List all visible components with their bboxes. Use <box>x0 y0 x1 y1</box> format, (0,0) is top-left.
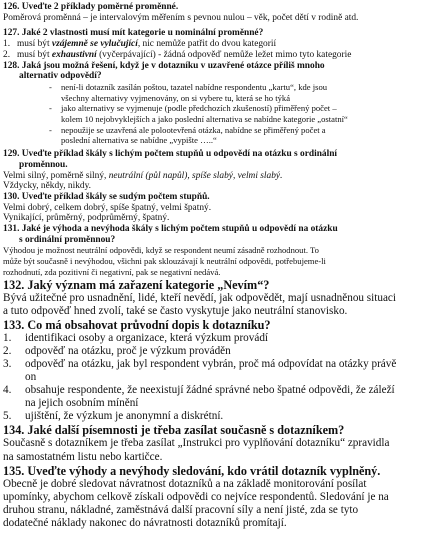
question-133-item: 3. odpověď na otázku, jak byl respondent vybrán, proč má odpovídat na otázky právě <box>3 357 397 370</box>
question-135-answer: upomínky, abychom celkově získali odpovědi co nejvíce respondentů. Sledování je na <box>3 490 389 503</box>
question-131-heading: 131. Jaké je výhoda a nevýhoda škály s lichým počtem stupňů u odpovědí na otázku <box>3 224 338 235</box>
question-127-item-2: 2. musí být exhaustivní (vyčerpávající) - žádná odpověď nemůže ležet mimo tyto kategorie <box>3 49 352 60</box>
question-129-answer-2: Vždycky, někdy, nikdy. <box>3 181 91 192</box>
question-128-line: - jako alternativy se vyjmenuje (podle předchozích zkušeností) přiměřený počet – <box>49 103 337 114</box>
question-134-heading: 134. Jaké další písemnosti je třeba zasílat současně s dotazníkem? <box>3 423 345 438</box>
question-128-line: - není-li dotazník zasílán poštou, tazatel nabídne respondentu „kartu“, kde jsou <box>49 81 328 92</box>
question-129-heading: 129. Uveďte příklad škály s lichým počtem stupňů u odpovědí na otázku s ordinální <box>3 149 338 160</box>
question-128-line: poslední alternativa se nabídne „vypište …..“ <box>61 135 217 146</box>
question-128-heading: 128. Jaká jsou možná řešení, když je v dotazníku v uzavřené otázce příliš mnoho <box>3 60 325 71</box>
question-128-line: kolem 10 nejobvyklejších a jako poslední alternativa se nabídne kategorie „ostatní“ <box>61 114 348 125</box>
question-133-item: 4. obsahuje respondente, že neexistují žádné správné nebo špatné odpovědi, že záleží <box>3 384 395 397</box>
question-126-heading: 126. Uveďte 2 příklady poměrné proměnné. <box>3 2 179 12</box>
question-133-item: na jejich osobním mínění <box>25 397 139 410</box>
question-135-answer: Obecně je dobré sledovat návratnost dotazníků a na základě monitorování posílat <box>3 477 367 490</box>
question-127-item-1: 1. musí být vzájemně se vylučující, nic nemůže patřit do dvou kategorií <box>3 39 277 50</box>
question-128-line: všechny alternativy vyjmenovány, on si vybere tu, která se ho týká <box>61 92 291 103</box>
question-133-item: 2. odpověď na otázku, proč je výzkum prováděn <box>3 344 231 357</box>
question-133-item: on <box>25 371 37 384</box>
question-135-answer: druhou stranu, nákladné, zaměstnává další pracovní síly a není jisté, zda se tyto <box>3 503 359 516</box>
question-133-heading: 133. Co má obsahovat průvodní dopis k dotazníku? <box>3 317 271 332</box>
question-130-heading: 130. Uveďte příklad škály se sudým počtem stupňů. <box>3 191 210 202</box>
question-133-item: 5. ujištění, že výzkum je anonymní a diskrétní. <box>3 410 224 423</box>
question-131-answer: může být současně i nevýhodou, všichni pak sklouzávají k neutrální odpovědi, potřebujeme-li <box>3 256 326 267</box>
question-133-item: 1. identifikaci osoby a organizace, která výzkum provádí <box>3 331 269 344</box>
question-126-answer: Poměrová proměnná – je intervalovým měřením s pevnou nulou – věk, počet dětí v rodině atd. <box>3 12 359 23</box>
question-131-heading-cont: s ordinální proměnnou? <box>19 234 116 245</box>
question-135-answer: dodatečné náklady nakonec do návratnosti dotazníků promítají. <box>3 516 287 529</box>
question-128-heading-cont: alternativ odpovědí? <box>19 71 102 82</box>
question-134-answer: na samostatném listu nebo kartičce. <box>3 450 163 463</box>
question-132-answer: a tuto odpověď hned zvolí, také se často vyskytuje jako neutrální stanovisko. <box>3 304 348 317</box>
question-130-answer-2: Vynikající, průměrný, podprůměrný, špatný. <box>3 213 170 224</box>
question-128-line: - nepoužije se uzavřená ale polootevřená otázka, nabídne se přiměřený počet a <box>49 124 326 135</box>
question-132-answer: Bývá užitečné pro usnadnění, lidé, kteří nevědí, jak odpovědět, mají usnadněnou situaci <box>3 291 397 304</box>
question-129-heading-cont: proměnnou. <box>19 159 68 170</box>
question-135-heading: 135. Uveďte výhody a nevýhody sledování, kdo vrátil dotazník vyplněný. <box>3 463 381 478</box>
question-130-answer-1: Velmi dobrý, celkem dobrý, spíše špatný, velmi špatný. <box>3 202 212 213</box>
question-127-heading: 127. Jaké 2 vlastnosti musí mít kategorie u nominální proměnné? <box>3 28 264 39</box>
question-134-answer: Současně s dotazníkem je třeba zasílat „Instrukci pro vyplňování dotazníku“ zpravidla <box>3 437 390 450</box>
document-page <box>3 2 437 530</box>
question-129-answer-1: Velmi silný, poměrně silný, neutrální (půl napůl), spíše slabý, velmi slabý. <box>3 170 283 181</box>
question-132-heading: 132. Jaký význam má zařazení kategorie „Nevím“? <box>3 277 270 292</box>
question-131-answer: Výhodou je možnost neutrální odpovědi, když se respondent neumí zásadně rozhodnout. To <box>3 245 319 256</box>
question-131-answer: rozhodnutí, zda pozitivní či negativní, pak se negativní nedává. <box>3 266 221 277</box>
